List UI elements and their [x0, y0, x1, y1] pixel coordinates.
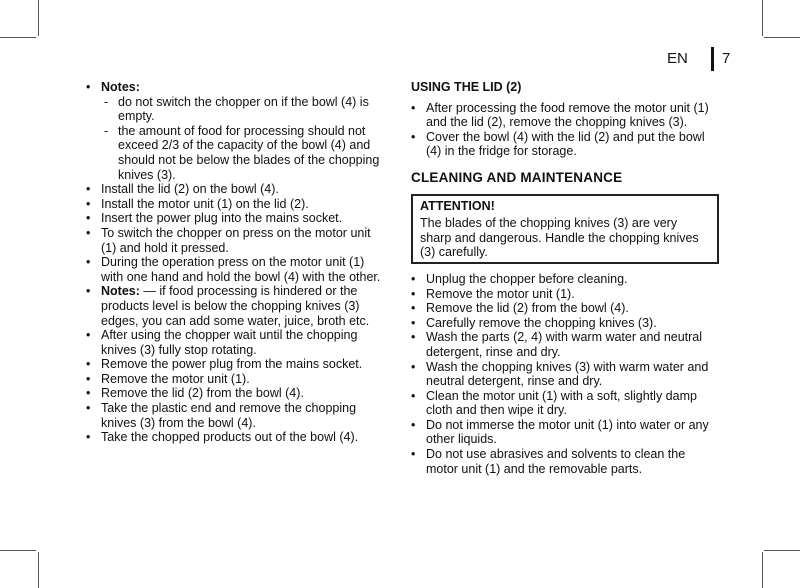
list-item: • After using the chopper wait until the chopping knives (3) fully stop rotating. — [86, 328, 388, 357]
attention-text: The blades of the chopping knives (3) are very sharp and dangerous. Handle the chopping knives (3) carefully. — [420, 216, 699, 260]
note-dash-item: - do not switch the chopper on if the bowl (4) is empty. — [101, 95, 388, 124]
list-item: • Cover the bowl (4) with the lid (2) and put the bowl (4) in the fridge for storage. — [411, 130, 719, 159]
list-item: • Clean the motor unit (1) with a soft, slightly damp cloth and then wipe it dry. — [411, 389, 719, 418]
crop-mark-top-left-h — [0, 37, 36, 38]
cleaning-list — [411, 272, 719, 476]
notes-text-2: — if food processing is hindered or the products level is below the chopping knives (3) edges, you can add some water, juice, broth etc. — [101, 284, 370, 328]
crop-mark-bottom-left — [38, 552, 39, 588]
list-item: • Install the lid (2) on the bowl (4). — [86, 182, 388, 197]
crop-mark-top-right-h — [764, 37, 800, 38]
attention-box — [411, 194, 719, 264]
crop-mark-top-right — [762, 0, 763, 36]
list-item: • Insert the power plug into the mains socket. — [86, 211, 388, 226]
list-item: • Wash the parts (2, 4) with warm water and neutral detergent, rinse and dry. — [411, 330, 719, 359]
list-item: • Install the motor unit (1) on the lid (2). — [86, 197, 388, 212]
list-item: • Take the plastic end and remove the chopping knives (3) from the bowl (4). — [86, 401, 388, 430]
list-item: • Wash the chopping knives (3) with warm water and neutral detergent, rinse and dry. — [411, 360, 719, 389]
left-instruction-list — [86, 80, 388, 445]
note-dash-item: - the amount of food for processing should not exceed 2/3 of the capacity of the bowl (4) and should not be below the blades of the chopping knives (3). — [101, 124, 388, 182]
list-item: • Take the chopped products out of the bowl (4). — [86, 430, 388, 445]
notes-label: Notes: — [101, 80, 140, 94]
list-item: • Unplug the chopper before cleaning. — [411, 272, 719, 287]
notes-label-2: Notes: — [101, 284, 140, 299]
page-number: 7 — [722, 50, 731, 67]
list-item: • Remove the power plug from the mains socket. — [86, 357, 388, 372]
cleaning-heading: CLEANING AND MAINTENANCE — [411, 169, 623, 185]
list-item: • Remove the lid (2) from the bowl (4). — [86, 386, 388, 401]
list-item: • To switch the chopper on press on the motor unit (1) and hold it pressed. — [86, 226, 388, 255]
crop-mark-bottom-right-h — [764, 550, 800, 551]
notes-item — [86, 80, 388, 182]
crop-mark-bottom-right — [762, 552, 763, 588]
language-code: EN — [667, 50, 688, 67]
using-lid-heading: USING THE LID (2) — [411, 80, 522, 94]
list-item: • Remove the lid (2) from the bowl (4). — [411, 301, 719, 316]
list-item: • Do not use abrasives and solvents to clean the motor unit (1) and the removable parts. — [411, 447, 719, 476]
list-item: • Do not immerse the motor unit (1) into water or any other liquids. — [411, 418, 719, 447]
attention-title: ATTENTION! — [420, 198, 495, 213]
list-item: • Remove the motor unit (1). — [411, 287, 719, 302]
list-item: • Carefully remove the chopping knives (3). — [411, 316, 719, 331]
notes-dash-list — [101, 95, 388, 183]
list-item: • During the operation press on the motor unit (1) with one hand and hold the bowl (4) with the other. — [86, 255, 388, 284]
right-column — [411, 80, 719, 476]
notes-item-2 — [86, 284, 388, 328]
crop-mark-bottom-left-h — [0, 550, 36, 551]
left-column — [86, 80, 388, 445]
list-item: • Remove the motor unit (1). — [86, 372, 388, 387]
crop-mark-top-left — [38, 0, 39, 36]
list-item: • After processing the food remove the motor unit (1) and the lid (2), remove the chopping knives (3). — [411, 101, 719, 130]
header-divider — [711, 47, 714, 71]
using-lid-list — [411, 101, 719, 159]
